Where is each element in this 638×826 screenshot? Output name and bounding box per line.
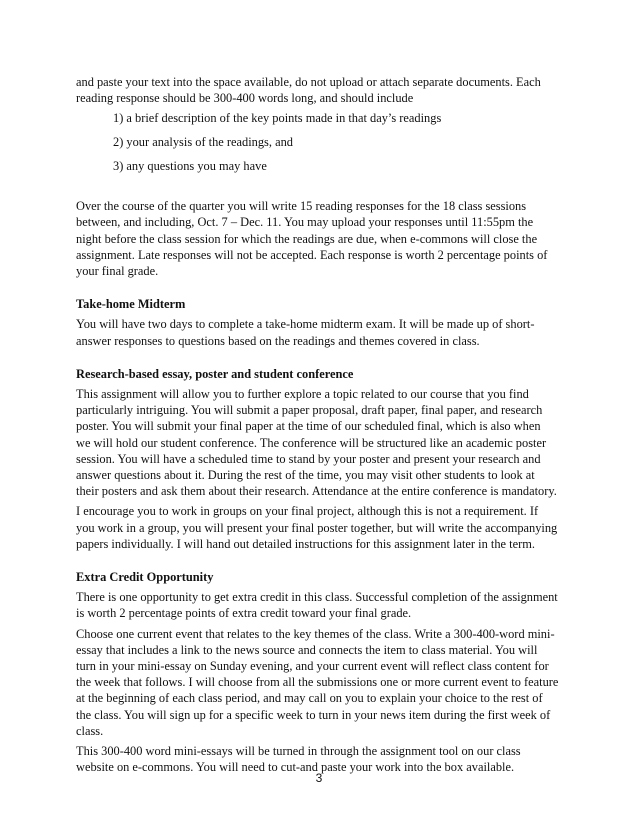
midterm-paragraph (76, 316, 564, 348)
extra-credit-paragraph-2 (76, 626, 564, 739)
text-line: you work in a group, you will present your final poster together, but will write the accompanying (76, 520, 558, 535)
text-line: their posters and ask them about their research. Attendance at the entire conference is mandatory. (76, 484, 557, 499)
text-line: night before the class session for which the readings are due, when e-commons will close the (76, 231, 538, 246)
text-line: answer responses to questions based on the readings and themes covered in class. (76, 333, 480, 348)
extra-credit-paragraph-1 (76, 589, 564, 621)
research-paragraph-2 (76, 503, 564, 552)
text-line: Choose one current event that relates to the key themes of the class. Write a 300-400-word mini- (76, 626, 555, 641)
reading-schedule-paragraph (76, 198, 564, 279)
intro-line: reading response should be 300-400 words long, and should include (76, 91, 414, 106)
text-line: poster. You will submit your final paper at the time of our scheduled final, which is also when (76, 419, 541, 434)
text-line: Over the course of the quarter you will write 15 reading responses for the 18 class sessions (76, 199, 527, 214)
text-line: particularly intriguing. You will submit a paper proposal, draft paper, final paper, and research (76, 403, 543, 418)
text-line: assignment. Late responses will not be accepted. Each response is worth 2 percentage points of (76, 247, 548, 262)
text-line: I encourage you to work in groups on your final project, although this is not a requirement. If (76, 504, 539, 519)
text-line: session. You will have a scheduled time to stand by your poster and present your research and (76, 451, 541, 466)
list-item: 3) any questions you may have (113, 158, 267, 173)
intro-line: and paste your text into the space available, do not upload or attach separate documents. Each (76, 75, 541, 89)
research-heading: Research-based essay, poster and student conference (76, 366, 354, 381)
text-line: answer questions about it. During the rest of the time, you may visit other students to look at (76, 468, 535, 483)
text-line: is worth 2 percentage points of extra credit toward your final grade. (76, 606, 412, 621)
list-item: 2) your analysis of the readings, and (113, 135, 293, 149)
text-line: You will have two days to complete a take-home midterm exam. It will be made up of short- (76, 317, 535, 332)
text-line: papers individually. I will hand out detailed instructions for this assignment later in the term. (76, 536, 535, 551)
text-line: your final grade. (76, 264, 159, 278)
text-line: This assignment will allow you to further explore a topic related to our course that you find (76, 387, 529, 402)
text-line: website on e-commons. You will need to cut-and paste your work into the box available. (76, 760, 515, 775)
midterm-heading: Take-home Midterm (76, 297, 186, 312)
text-line: essay that includes a link to the news source and connects the item to class material. You will (76, 642, 538, 657)
text-line: There is one opportunity to get extra credit in this class. Successful completion of the assignment (76, 590, 558, 605)
text-line: between, and including, Oct. 7 – Dec. 11. You may upload your responses until 11:55pm the (76, 215, 534, 230)
text-line: the class. You will sign up for a specific week to turn in your news item during the first week of (76, 707, 551, 722)
response-requirements-list (113, 110, 564, 173)
text-line: the week that follows. I will choose from all the submissions one or more current event to feature (76, 675, 559, 690)
page-number: 3 (315, 771, 323, 785)
list-item: 1) a brief description of the key points made in that day’s readings (113, 111, 442, 126)
text-line: we will hold our student conference. The conference will be structured like an academic poster (76, 435, 547, 450)
extra-credit-heading: Extra Credit Opportunity (76, 570, 214, 585)
text-line: turn in your mini-essay on Sunday evening, and your current event will reflect class content for (76, 659, 549, 674)
research-paragraph-1 (76, 386, 564, 499)
text-line: at the beginning of each class period, and may call on you to explain your choice to the rest of (76, 691, 543, 706)
text-line: This 300-400 word mini-essays will be turned in through the assignment tool on our class (76, 744, 521, 759)
text-line: class. (76, 723, 104, 738)
page-content (76, 74, 564, 775)
